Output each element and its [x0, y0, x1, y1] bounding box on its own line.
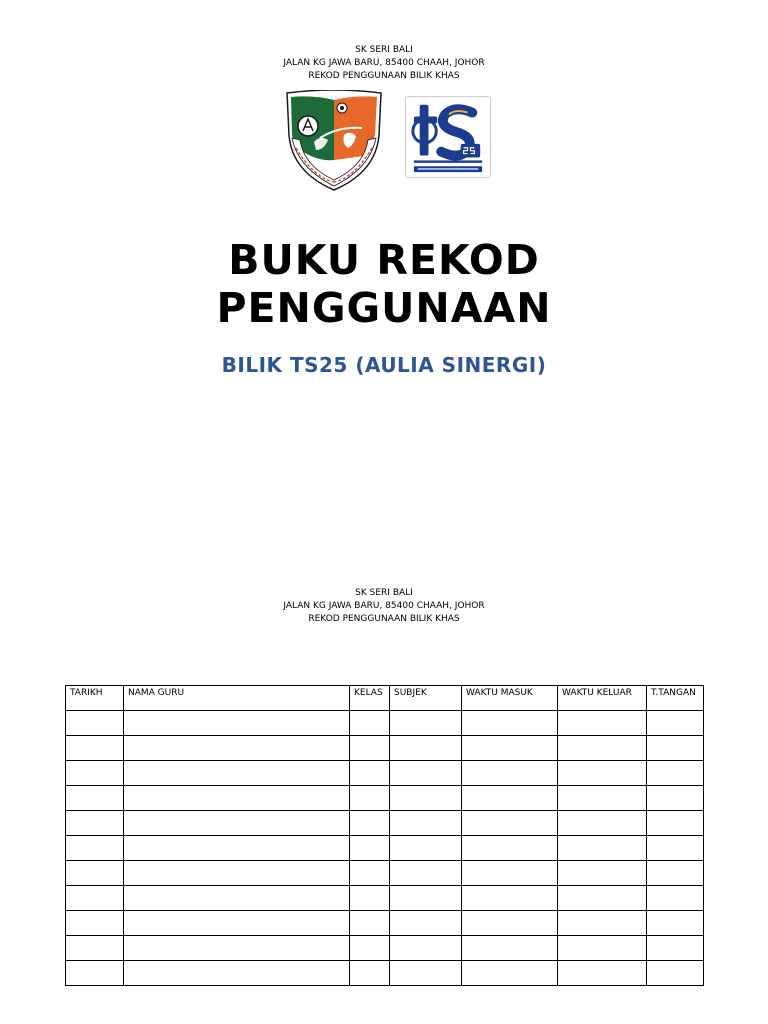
- table-cell: [390, 961, 462, 986]
- record-label: REKOD PENGGUNAAN BILIK KHAS: [308, 71, 460, 81]
- school-crest-logo: [284, 90, 384, 192]
- table-cell: [647, 886, 704, 911]
- table-cell: [350, 961, 390, 986]
- table-cell: [558, 761, 647, 786]
- table-cell: [350, 811, 390, 836]
- table-cell: [66, 936, 124, 961]
- table-cell: [390, 836, 462, 861]
- logo-row: [0, 90, 768, 192]
- table-cell: [558, 836, 647, 861]
- table-body: [66, 711, 704, 986]
- table-cell: [124, 786, 350, 811]
- school-address: JALAN KG JAWA BARU, 85400 CHAAH, JOHOR: [283, 58, 485, 68]
- school-address: JALAN KG JAWA BARU, 85400 CHAAH, JOHOR: [283, 601, 485, 611]
- column-header-subjek: SUBJEK: [390, 686, 462, 711]
- table-cell: [124, 936, 350, 961]
- table-cell: [124, 911, 350, 936]
- table-cell: [462, 761, 558, 786]
- table-cell: [647, 861, 704, 886]
- table-cell: [66, 786, 124, 811]
- table-row: [66, 786, 704, 811]
- usage-record-table: [65, 685, 704, 986]
- school-name: SK SERI BALI: [355, 588, 413, 598]
- table-cell: [558, 736, 647, 761]
- table-cell: [124, 836, 350, 861]
- table-cell: [350, 861, 390, 886]
- table-cell: [462, 911, 558, 936]
- column-header-kelas: KELAS: [350, 686, 390, 711]
- table-cell: [124, 711, 350, 736]
- table-row: [66, 886, 704, 911]
- table-cell: [462, 886, 558, 911]
- table-cell: [647, 911, 704, 936]
- table-cell: [390, 786, 462, 811]
- table-row: [66, 961, 704, 986]
- table-row: [66, 811, 704, 836]
- table-cell: [350, 911, 390, 936]
- table-cell: [558, 786, 647, 811]
- table-cell: [647, 836, 704, 861]
- table-cell: [558, 711, 647, 736]
- table-cell: [647, 786, 704, 811]
- document-header: [0, 44, 768, 83]
- table-cell: [124, 736, 350, 761]
- table-cell: [647, 811, 704, 836]
- title-line-1: BUKU REKOD: [228, 236, 540, 284]
- table-cell: [390, 861, 462, 886]
- school-name: SK SERI BALI: [355, 45, 413, 55]
- table-cell: [350, 836, 390, 861]
- title-line-2: PENGGUNAAN: [216, 284, 552, 332]
- table-cell: [647, 736, 704, 761]
- table-row: [66, 761, 704, 786]
- table-cell: [350, 936, 390, 961]
- table-cell: [647, 936, 704, 961]
- table-cell: [462, 861, 558, 886]
- table-row: [66, 836, 704, 861]
- table-cell: [66, 711, 124, 736]
- table-cell: [124, 961, 350, 986]
- table-cell: [66, 961, 124, 986]
- table-cell: [558, 861, 647, 886]
- table-cell: [390, 811, 462, 836]
- ts25-logo: [405, 96, 491, 178]
- table-cell: [647, 961, 704, 986]
- column-header-nama-guru: NAMA GURU: [124, 686, 350, 711]
- table-cell: [66, 736, 124, 761]
- table-cell: [390, 936, 462, 961]
- table-cell: [462, 836, 558, 861]
- column-header-tarikh: TARIKH: [66, 686, 124, 711]
- table-cell: [124, 761, 350, 786]
- second-page-header: [0, 587, 768, 626]
- table-cell: [647, 711, 704, 736]
- table-cell: [462, 811, 558, 836]
- table-cell: [66, 836, 124, 861]
- column-header-waktu-masuk: WAKTU MASUK: [462, 686, 558, 711]
- table-row: [66, 736, 704, 761]
- table-cell: [66, 861, 124, 886]
- table-row: [66, 711, 704, 736]
- table-cell: [647, 761, 704, 786]
- table-row: [66, 911, 704, 936]
- table-cell: [66, 886, 124, 911]
- table-cell: [462, 961, 558, 986]
- table-cell: [350, 736, 390, 761]
- table-cell: [390, 911, 462, 936]
- table-cell: [66, 811, 124, 836]
- table-cell: [350, 711, 390, 736]
- table-cell: [350, 761, 390, 786]
- table-cell: [66, 761, 124, 786]
- table-cell: [462, 711, 558, 736]
- table-cell: [462, 736, 558, 761]
- table-cell: [124, 861, 350, 886]
- table-cell: [558, 911, 647, 936]
- table-cell: [66, 911, 124, 936]
- table-cell: [558, 886, 647, 911]
- table-header-row: [66, 686, 704, 711]
- table-cell: [390, 736, 462, 761]
- document-title: [0, 236, 768, 332]
- table-cell: [558, 961, 647, 986]
- table-row: [66, 936, 704, 961]
- column-header-t-tangan: T.TANGAN: [647, 686, 704, 711]
- table-cell: [558, 936, 647, 961]
- table-cell: [124, 886, 350, 911]
- table-cell: [390, 886, 462, 911]
- table-cell: [462, 936, 558, 961]
- table-cell: [390, 761, 462, 786]
- table-cell: [350, 886, 390, 911]
- record-label: REKOD PENGGUNAAN BILIK KHAS: [308, 614, 460, 624]
- table-cell: [390, 711, 462, 736]
- document-subtitle: BILIK TS25 (AULIA SINERGI): [221, 353, 547, 377]
- table-row: [66, 861, 704, 886]
- table-cell: [558, 811, 647, 836]
- column-header-waktu-keluar: WAKTU KELUAR: [558, 686, 647, 711]
- table-cell: [462, 786, 558, 811]
- table-cell: [124, 811, 350, 836]
- table-cell: [350, 786, 390, 811]
